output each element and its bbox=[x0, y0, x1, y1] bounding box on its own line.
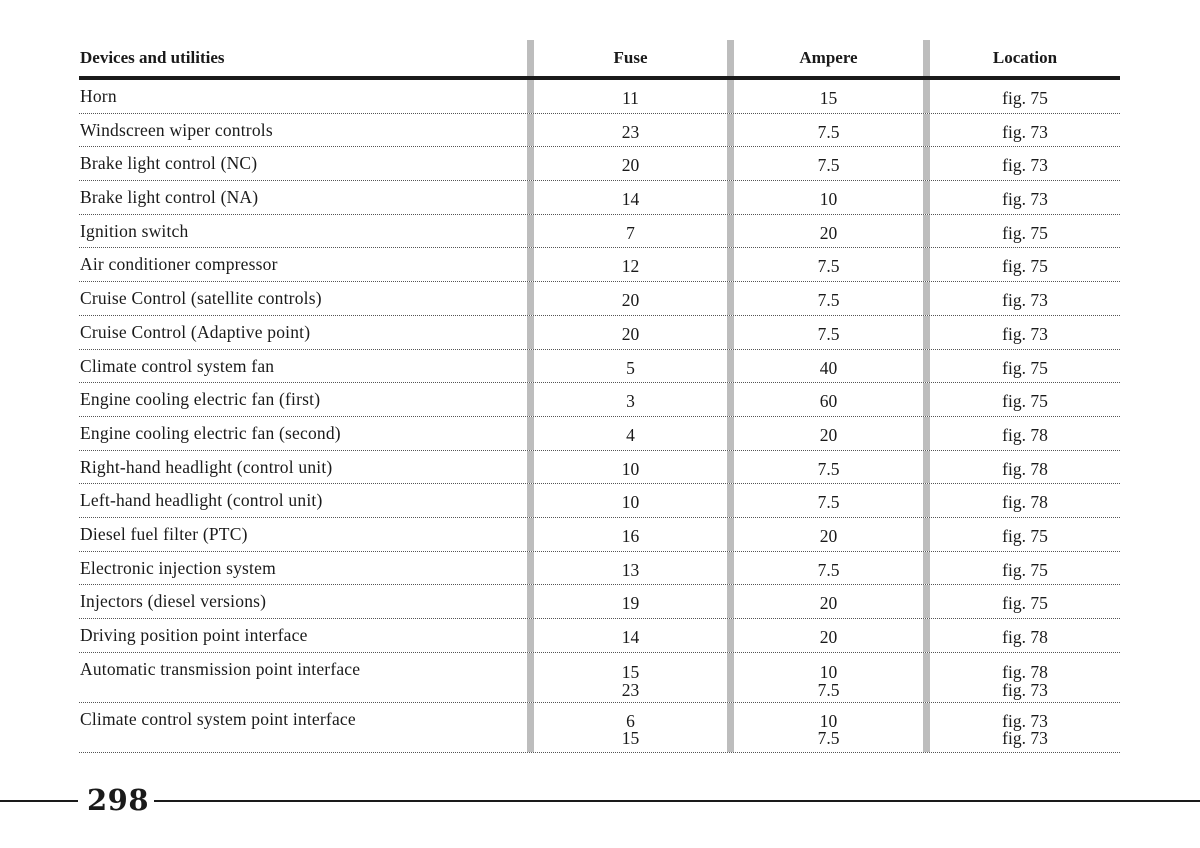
location-cell bbox=[923, 653, 1120, 702]
table-row bbox=[79, 552, 1120, 586]
table-row bbox=[79, 215, 1120, 249]
location-value: fig. 78 bbox=[1002, 661, 1048, 682]
location-cell: fig. 75 bbox=[923, 383, 1120, 416]
table-row bbox=[79, 585, 1120, 619]
table-header bbox=[79, 40, 1120, 80]
fuse-cell: 3 bbox=[527, 383, 727, 416]
location-value: fig. 73 bbox=[1002, 727, 1048, 748]
ampere-cell: 60 bbox=[727, 383, 923, 416]
footer-rule-left bbox=[0, 800, 78, 802]
device-cell: Horn bbox=[80, 86, 117, 106]
ampere-cell bbox=[727, 703, 923, 752]
table-row bbox=[79, 80, 1120, 114]
device-cell: Climate control system point interface bbox=[80, 708, 356, 729]
fuse-cell bbox=[527, 653, 727, 702]
ampere-cell: 7.5 bbox=[727, 316, 923, 349]
ampere-cell: 7.5 bbox=[727, 552, 923, 585]
location-cell: fig. 78 bbox=[923, 619, 1120, 652]
fuse-cell: 13 bbox=[527, 552, 727, 585]
fuse-cell: 10 bbox=[527, 451, 727, 484]
fuse-cell: 12 bbox=[527, 248, 727, 281]
location-cell: fig. 73 bbox=[923, 181, 1120, 214]
location-cell: fig. 75 bbox=[923, 80, 1120, 113]
fuse-cell: 16 bbox=[527, 518, 727, 551]
ampere-cell: 10 bbox=[727, 181, 923, 214]
table-row bbox=[79, 703, 1120, 753]
location-cell: fig. 78 bbox=[923, 417, 1120, 450]
header-devices: Devices and utilities bbox=[80, 48, 225, 67]
device-cell: Engine cooling electric fan (first) bbox=[80, 389, 321, 410]
footer-rule-right bbox=[154, 800, 1200, 802]
fuse-value: 15 bbox=[621, 727, 640, 748]
fuse-value: 6 bbox=[626, 710, 635, 731]
ampere-value: 10 bbox=[819, 661, 838, 682]
location-cell: fig. 75 bbox=[923, 350, 1120, 383]
table-row bbox=[79, 383, 1120, 417]
table-row bbox=[79, 181, 1120, 215]
device-cell: Automatic transmission point interface bbox=[80, 658, 361, 679]
location-cell: fig. 73 bbox=[923, 114, 1120, 147]
table-row bbox=[79, 653, 1120, 703]
ampere-cell: 40 bbox=[727, 350, 923, 383]
location-cell: fig. 73 bbox=[923, 282, 1120, 315]
fuse-cell: 11 bbox=[527, 80, 727, 113]
location-value: fig. 73 bbox=[1002, 710, 1048, 731]
table-row bbox=[79, 147, 1120, 181]
device-cell: Air conditioner compressor bbox=[80, 254, 278, 275]
ampere-cell: 20 bbox=[727, 619, 923, 652]
ampere-cell: 7.5 bbox=[727, 248, 923, 281]
device-cell: Driving position point interface bbox=[80, 625, 308, 645]
table-row bbox=[79, 619, 1120, 653]
ampere-cell: 7.5 bbox=[727, 114, 923, 147]
ampere-cell: 20 bbox=[727, 585, 923, 618]
device-cell: Climate control system fan bbox=[80, 355, 275, 376]
device-cell: Diesel fuel filter (PTC) bbox=[80, 523, 248, 544]
fuse-cell: 20 bbox=[527, 316, 727, 349]
device-cell: Cruise Control (Adaptive point) bbox=[80, 321, 311, 342]
ampere-cell: 20 bbox=[727, 417, 923, 450]
ampere-cell: 15 bbox=[727, 80, 923, 113]
location-cell: fig. 75 bbox=[923, 215, 1120, 248]
device-cell: Right-hand headlight (control unit) bbox=[80, 456, 333, 477]
table-row bbox=[79, 350, 1120, 384]
fuse-cell: 20 bbox=[527, 147, 727, 180]
fuse-value: 23 bbox=[621, 679, 640, 700]
table-row bbox=[79, 484, 1120, 518]
location-cell: fig. 75 bbox=[923, 552, 1120, 585]
ampere-cell bbox=[727, 653, 923, 702]
location-cell bbox=[923, 703, 1120, 752]
fuse-cell: 20 bbox=[527, 282, 727, 315]
ampere-cell: 20 bbox=[727, 215, 923, 248]
fuse-cell: 7 bbox=[527, 215, 727, 248]
ampere-cell: 7.5 bbox=[727, 451, 923, 484]
table-row bbox=[79, 518, 1120, 552]
device-cell: Engine cooling electric fan (second) bbox=[80, 422, 341, 443]
page-footer bbox=[0, 783, 1200, 817]
device-cell: Left-hand headlight (control unit) bbox=[80, 490, 323, 511]
location-cell: fig. 73 bbox=[923, 316, 1120, 349]
device-cell: Windscreen wiper controls bbox=[80, 119, 273, 140]
table-row bbox=[79, 417, 1120, 451]
location-cell: fig. 78 bbox=[923, 484, 1120, 517]
table-row bbox=[79, 248, 1120, 282]
fuse-cell: 14 bbox=[527, 619, 727, 652]
fuse-cell: 23 bbox=[527, 114, 727, 147]
fuse-table bbox=[79, 40, 1120, 753]
device-cell: Electronic injection system bbox=[80, 557, 276, 578]
table-row bbox=[79, 114, 1120, 148]
location-cell: fig. 73 bbox=[923, 147, 1120, 180]
ampere-cell: 7.5 bbox=[727, 147, 923, 180]
table-row bbox=[79, 451, 1120, 485]
fuse-value: 15 bbox=[621, 661, 640, 682]
header-ampere: Ampere bbox=[727, 40, 923, 76]
device-cell: Ignition switch bbox=[80, 220, 189, 241]
ampere-value: 7.5 bbox=[817, 727, 840, 748]
fuse-cell: 4 bbox=[527, 417, 727, 450]
page-number: 298 bbox=[87, 783, 150, 817]
header-location: Location bbox=[923, 40, 1120, 76]
location-value: fig. 73 bbox=[1002, 679, 1048, 700]
location-cell: fig. 75 bbox=[923, 248, 1120, 281]
device-cell: Brake light control (NC) bbox=[80, 153, 258, 174]
device-cell: Cruise Control (satellite controls) bbox=[80, 288, 322, 309]
fuse-cell: 19 bbox=[527, 585, 727, 618]
fuse-cell: 10 bbox=[527, 484, 727, 517]
ampere-cell: 20 bbox=[727, 518, 923, 551]
device-cell: Brake light control (NA) bbox=[80, 187, 259, 208]
location-cell: fig. 75 bbox=[923, 518, 1120, 551]
fuse-cell: 14 bbox=[527, 181, 727, 214]
table-row bbox=[79, 282, 1120, 316]
ampere-value: 7.5 bbox=[817, 679, 840, 700]
fuse-cell bbox=[527, 703, 727, 752]
ampere-value: 10 bbox=[819, 710, 838, 731]
device-cell: Injectors (diesel versions) bbox=[80, 591, 267, 612]
location-cell: fig. 78 bbox=[923, 451, 1120, 484]
location-cell: fig. 75 bbox=[923, 585, 1120, 618]
ampere-cell: 7.5 bbox=[727, 282, 923, 315]
fuse-cell: 5 bbox=[527, 350, 727, 383]
table-row bbox=[79, 316, 1120, 350]
header-fuse: Fuse bbox=[527, 40, 727, 76]
ampere-cell: 7.5 bbox=[727, 484, 923, 517]
